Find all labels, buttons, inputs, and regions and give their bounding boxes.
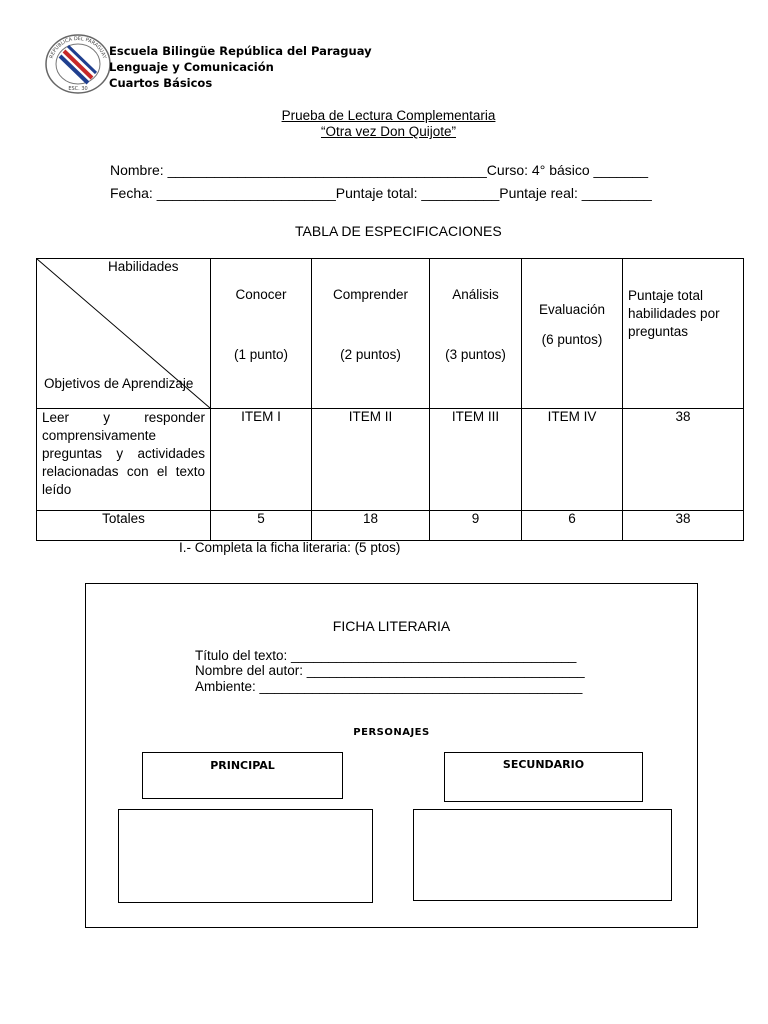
totals-label-cell: Totales: [37, 511, 211, 541]
totals-grand-cell: 38: [623, 511, 744, 541]
item-cell: ITEM III: [430, 409, 522, 511]
svg-text:REPUBLICA DEL PARAGUAY: REPUBLICA DEL PARAGUAY: [48, 35, 108, 60]
principal-label-box: [142, 752, 343, 799]
corner-bottom-label: Objetivos de Aprendizaje: [44, 376, 194, 391]
table-title: TABLA DE ESPECIFICACIONES: [295, 223, 502, 239]
principal-label: PRINCIPAL: [210, 759, 275, 772]
school-seal: [44, 33, 112, 95]
col-points: (6 puntos): [541, 332, 603, 347]
item-cell: ITEM I: [211, 409, 312, 511]
grade-name: Cuartos Básicos: [109, 76, 213, 90]
totals-row: [37, 511, 744, 541]
principal-answer-box[interactable]: [118, 809, 373, 903]
corner-cell: [37, 259, 211, 409]
col-points: (3 puntos): [445, 347, 506, 362]
col-header-analisis: [430, 259, 522, 409]
col-points: (2 puntos): [340, 347, 401, 362]
total-header-label: Puntaje total habilidades por preguntas: [628, 288, 720, 339]
totals-value-cell: 9: [430, 511, 522, 541]
svg-text:ESC. 30: ESC. 30: [68, 86, 88, 92]
objective-text: Leer y responder comprensivamente preguntas y actividades relacionadas con el texto leído: [42, 410, 205, 497]
col-name: Evaluación: [538, 302, 606, 317]
item-total-cell: 38: [623, 409, 744, 511]
totals-value-cell: 5: [211, 511, 312, 541]
ficha-title: FICHA LITERARIA: [332, 618, 451, 634]
totals-value-cell: 6: [522, 511, 623, 541]
col-header-evaluacion: [522, 259, 623, 409]
item-cell: ITEM IV: [522, 409, 623, 511]
col-name: Análisis: [452, 287, 499, 302]
field-autor[interactable]: Nombre del autor: _____________________________________: [195, 663, 585, 678]
corner-top-label: Habilidades: [108, 259, 179, 274]
ficha-literaria-box: [85, 583, 698, 928]
col-name: Conocer: [235, 287, 287, 302]
page-subtitle: “Otra vez Don Quijote”: [320, 124, 457, 139]
col-header-total: [623, 259, 744, 409]
col-header-conocer: [211, 259, 312, 409]
totals-value-cell: 18: [312, 511, 430, 541]
instruction-text: I.- Completa la ficha literaria: (5 ptos): [179, 540, 401, 555]
school-name: Escuela Bilingüe República del Paraguay: [109, 44, 372, 58]
personajes-heading: PERSONAJES: [353, 727, 430, 738]
col-header-comprender: [312, 259, 430, 409]
table-row: [37, 409, 744, 511]
seal-emblem-icon: [44, 33, 112, 95]
subject-name: Lenguaje y Comunicación: [109, 60, 274, 74]
item-cell: ITEM II: [312, 409, 430, 511]
col-points: (1 punto): [233, 347, 289, 362]
field-ambiente[interactable]: Ambiente: ___________________________________________: [195, 679, 583, 694]
secundario-answer-box[interactable]: [413, 809, 672, 901]
objective-cell: [37, 409, 211, 511]
field-titulo[interactable]: Título del texto: ______________________________________: [195, 648, 577, 663]
secundario-label-box: [444, 752, 643, 802]
col-name: Comprender: [332, 287, 409, 302]
page-title: Prueba de Lectura Complementaria: [281, 108, 496, 123]
date-score-line: Fecha: _______________________Puntaje total: __________Puntaje real: _________: [110, 185, 652, 201]
specification-table: [36, 258, 744, 541]
name-course-line: Nombre: _________________________________________Curso: 4° básico _______: [110, 162, 649, 178]
secundario-label: SECUNDARIO: [502, 758, 585, 771]
